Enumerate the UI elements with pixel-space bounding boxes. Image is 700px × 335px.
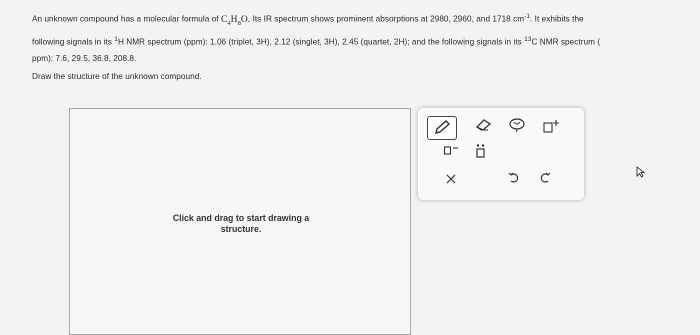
question-line-2: following signals in its $^1$H NMR spectrum (ppm): 1.06 (triplet, 3H), 2.12 (singlet, 3H), 2.45 (quartet, 2H); and the following signals in its $^{13}$C NMR spectrum ( <box>32 36 601 47</box>
question-instruction: Draw the structure of the unknown compound. <box>32 72 202 81</box>
question-line-1: An unknown compound has a molecular formula of $C_4H_8O$. Its IR spectrum shows prominent absorptions at 2980, 2960, and 1718 $cm^{-1}$. It exhibits the <box>32 13 584 27</box>
add-button[interactable] <box>443 145 459 155</box>
undo-icon <box>508 172 520 184</box>
delete-button[interactable] <box>446 174 456 184</box>
pencil-button[interactable] <box>427 116 457 140</box>
ir-text: Its IR spectrum shows prominent absorptions at 2980, 2960, and 1718 cm <box>252 14 525 24</box>
bond-icon <box>474 143 488 159</box>
template-icon <box>542 118 562 134</box>
add-icon <box>443 145 459 155</box>
eraser-icon <box>474 118 492 132</box>
question-text: An unknown compound has a molecular formula of <box>32 14 219 24</box>
bond-button[interactable] <box>474 143 488 159</box>
redo-icon <box>539 172 551 184</box>
lasso-icon <box>508 117 526 133</box>
question-line-3: ppm): 7.6, 29.5, 36.8, 208.8. <box>32 54 137 63</box>
canvas-prompt-line-1: Click and drag to start drawing a <box>172 213 310 223</box>
redo-button[interactable] <box>539 172 551 184</box>
close-icon <box>446 174 456 184</box>
cursor-icon <box>636 166 645 178</box>
mouse-cursor <box>636 166 645 178</box>
undo-button[interactable] <box>508 172 520 184</box>
drawing-toolbar <box>418 108 584 200</box>
molecular-formula: $C_4H_8O$. <box>220 14 251 27</box>
canvas-prompt <box>146 213 336 235</box>
template-button[interactable] <box>542 118 562 134</box>
eraser-button[interactable] <box>474 118 492 132</box>
pencil-icon <box>428 120 456 135</box>
lasso-button[interactable] <box>508 117 526 133</box>
canvas-prompt-line-2: structure. <box>220 224 262 234</box>
